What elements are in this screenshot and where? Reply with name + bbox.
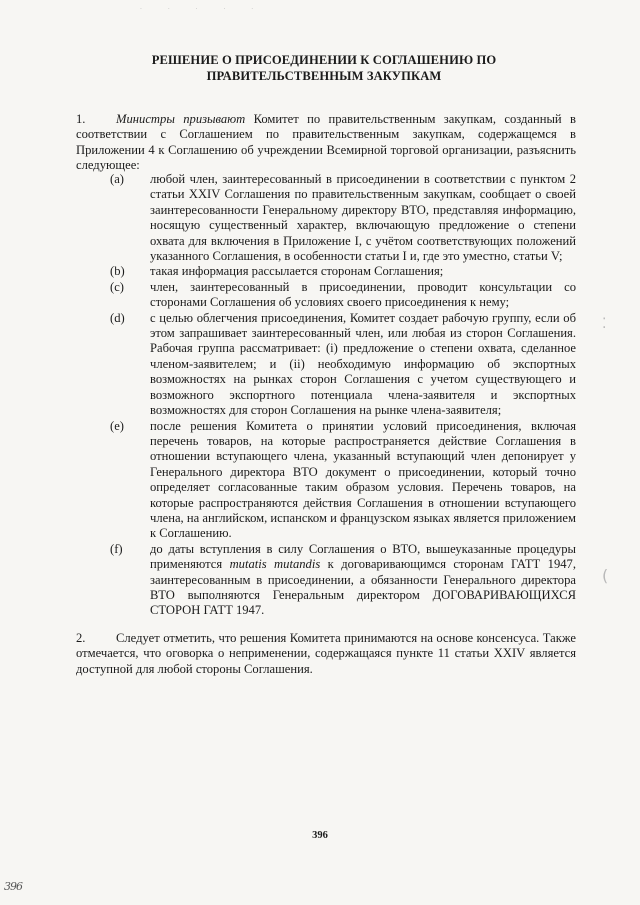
paragraph-lead: Министры призывают [116, 112, 246, 126]
item-label: (d) [110, 310, 125, 325]
paragraph-2 [76, 631, 576, 677]
item-label: (f) [110, 541, 123, 556]
title-line-1: РЕШЕНИЕ О ПРИСОЕДИНЕНИИ К СОГЛАШЕНИЮ ПО [151, 53, 497, 67]
list-item-a [110, 172, 576, 264]
scan-noise: · · · · · [140, 6, 266, 13]
page-number: 396 [312, 830, 328, 841]
paragraph-1 [76, 112, 576, 174]
paragraph-number: 2. [76, 631, 86, 645]
list-item-c [110, 280, 576, 311]
item-text: член, заинтересованный в присоединении, проводит консультации со сторонами Соглашения об условиях своего присоединения к нему; [150, 279, 576, 310]
item-label: (c) [110, 279, 124, 294]
paragraph-text: Следует отметить, что решения Комитета принимаются на основе консенсуса. Также отмечается, что оговорка о неприменении, содержащаяся пункте 11 статьи XXIV является доступной для любой стороны Соглашения. [76, 631, 576, 676]
handwritten-note: 396 [4, 880, 22, 893]
item-label: (b) [110, 264, 125, 279]
item-text: после решения Комитета о принятии условий присоединения, включая перечень товаров, на которые распространяется действие Соглашения в отношении вступающего члена, указанный вступающий член депонирует у Генерального директора ВТО документ о присоединении, который точно определяет согласованные таким образом условия. Перечень товаров, на которые распространяются действия Соглашения в отношении вступающего члена, на английском, испанском и французском языках является приложением к Соглашению. [150, 418, 576, 541]
item-text: такая информация рассылается сторонам Соглашения; [150, 264, 444, 279]
item-label: (a) [110, 172, 124, 186]
item-text-post: к договаривающимся сторонам ГАТТ 1947, заинтересованным в присоединении, а обязанности Генерального директора ВТО выполняются Генеральным директором ДОГОВАРИВАЮЩИХСЯ СТОРОН ГАТТ 1947. [150, 557, 576, 618]
margin-mark: ( [602, 566, 609, 585]
list-item-d [110, 311, 576, 419]
list-item-f [110, 542, 576, 619]
item-text-pre: до даты вступления в силу Соглашения о ВТО, вышеуказанные процедуры применяются [150, 541, 576, 572]
document-title [110, 52, 538, 84]
item-text-italic: mutatis mutandis [229, 557, 321, 572]
list-item-b [110, 264, 576, 279]
item-list [110, 172, 576, 619]
item-text: любой член, заинтересованный в присоединении в соответствии с пунктом 2 статьи XXIV Соглашения по правительственным закупкам, сообщает о своей заинтересованности Генеральному директору ВТО, представляя информацию, носящую существенный характер, включающую предложение о степени охвата для включения в Приложение I, с учётом соответствующих положений указанного Соглашения, в особенности статьи I и, где это уместно, статьи V; [150, 172, 576, 264]
margin-mark: ⁚ [602, 316, 607, 332]
list-item-e [110, 419, 576, 542]
item-label: (e) [110, 418, 124, 433]
item-text: с целью облегчения присоединения, Комитет создает рабочую группу, если об этом запрашивает заинтересованный член, или любая из сторон Соглашения. Рабочая группа рассматривает: (i) предложение о степени охвата, сделанное членом-заявителем; и (ii) необходимую информацию об экспортных возможностях на рынках сторон Соглашения с учетом существующего и возможного экспортного потенциала члена-заявителя и экспортных возможностях для сторон Соглашения на рынке члена-заявителя; [150, 310, 576, 418]
title-line-2: ПРАВИТЕЛЬСТВЕННЫМ ЗАКУПКАМ [206, 69, 442, 83]
paragraph-number: 1. [76, 112, 86, 126]
paragraph-text: Комитет по правительственным закупкам, созданный в соответствии с Соглашением по правительственным закупкам, содержащемся в Приложении 4 к Соглашению об учреждении Всемирной торговой организации, разъяснить следующее: [76, 112, 576, 173]
